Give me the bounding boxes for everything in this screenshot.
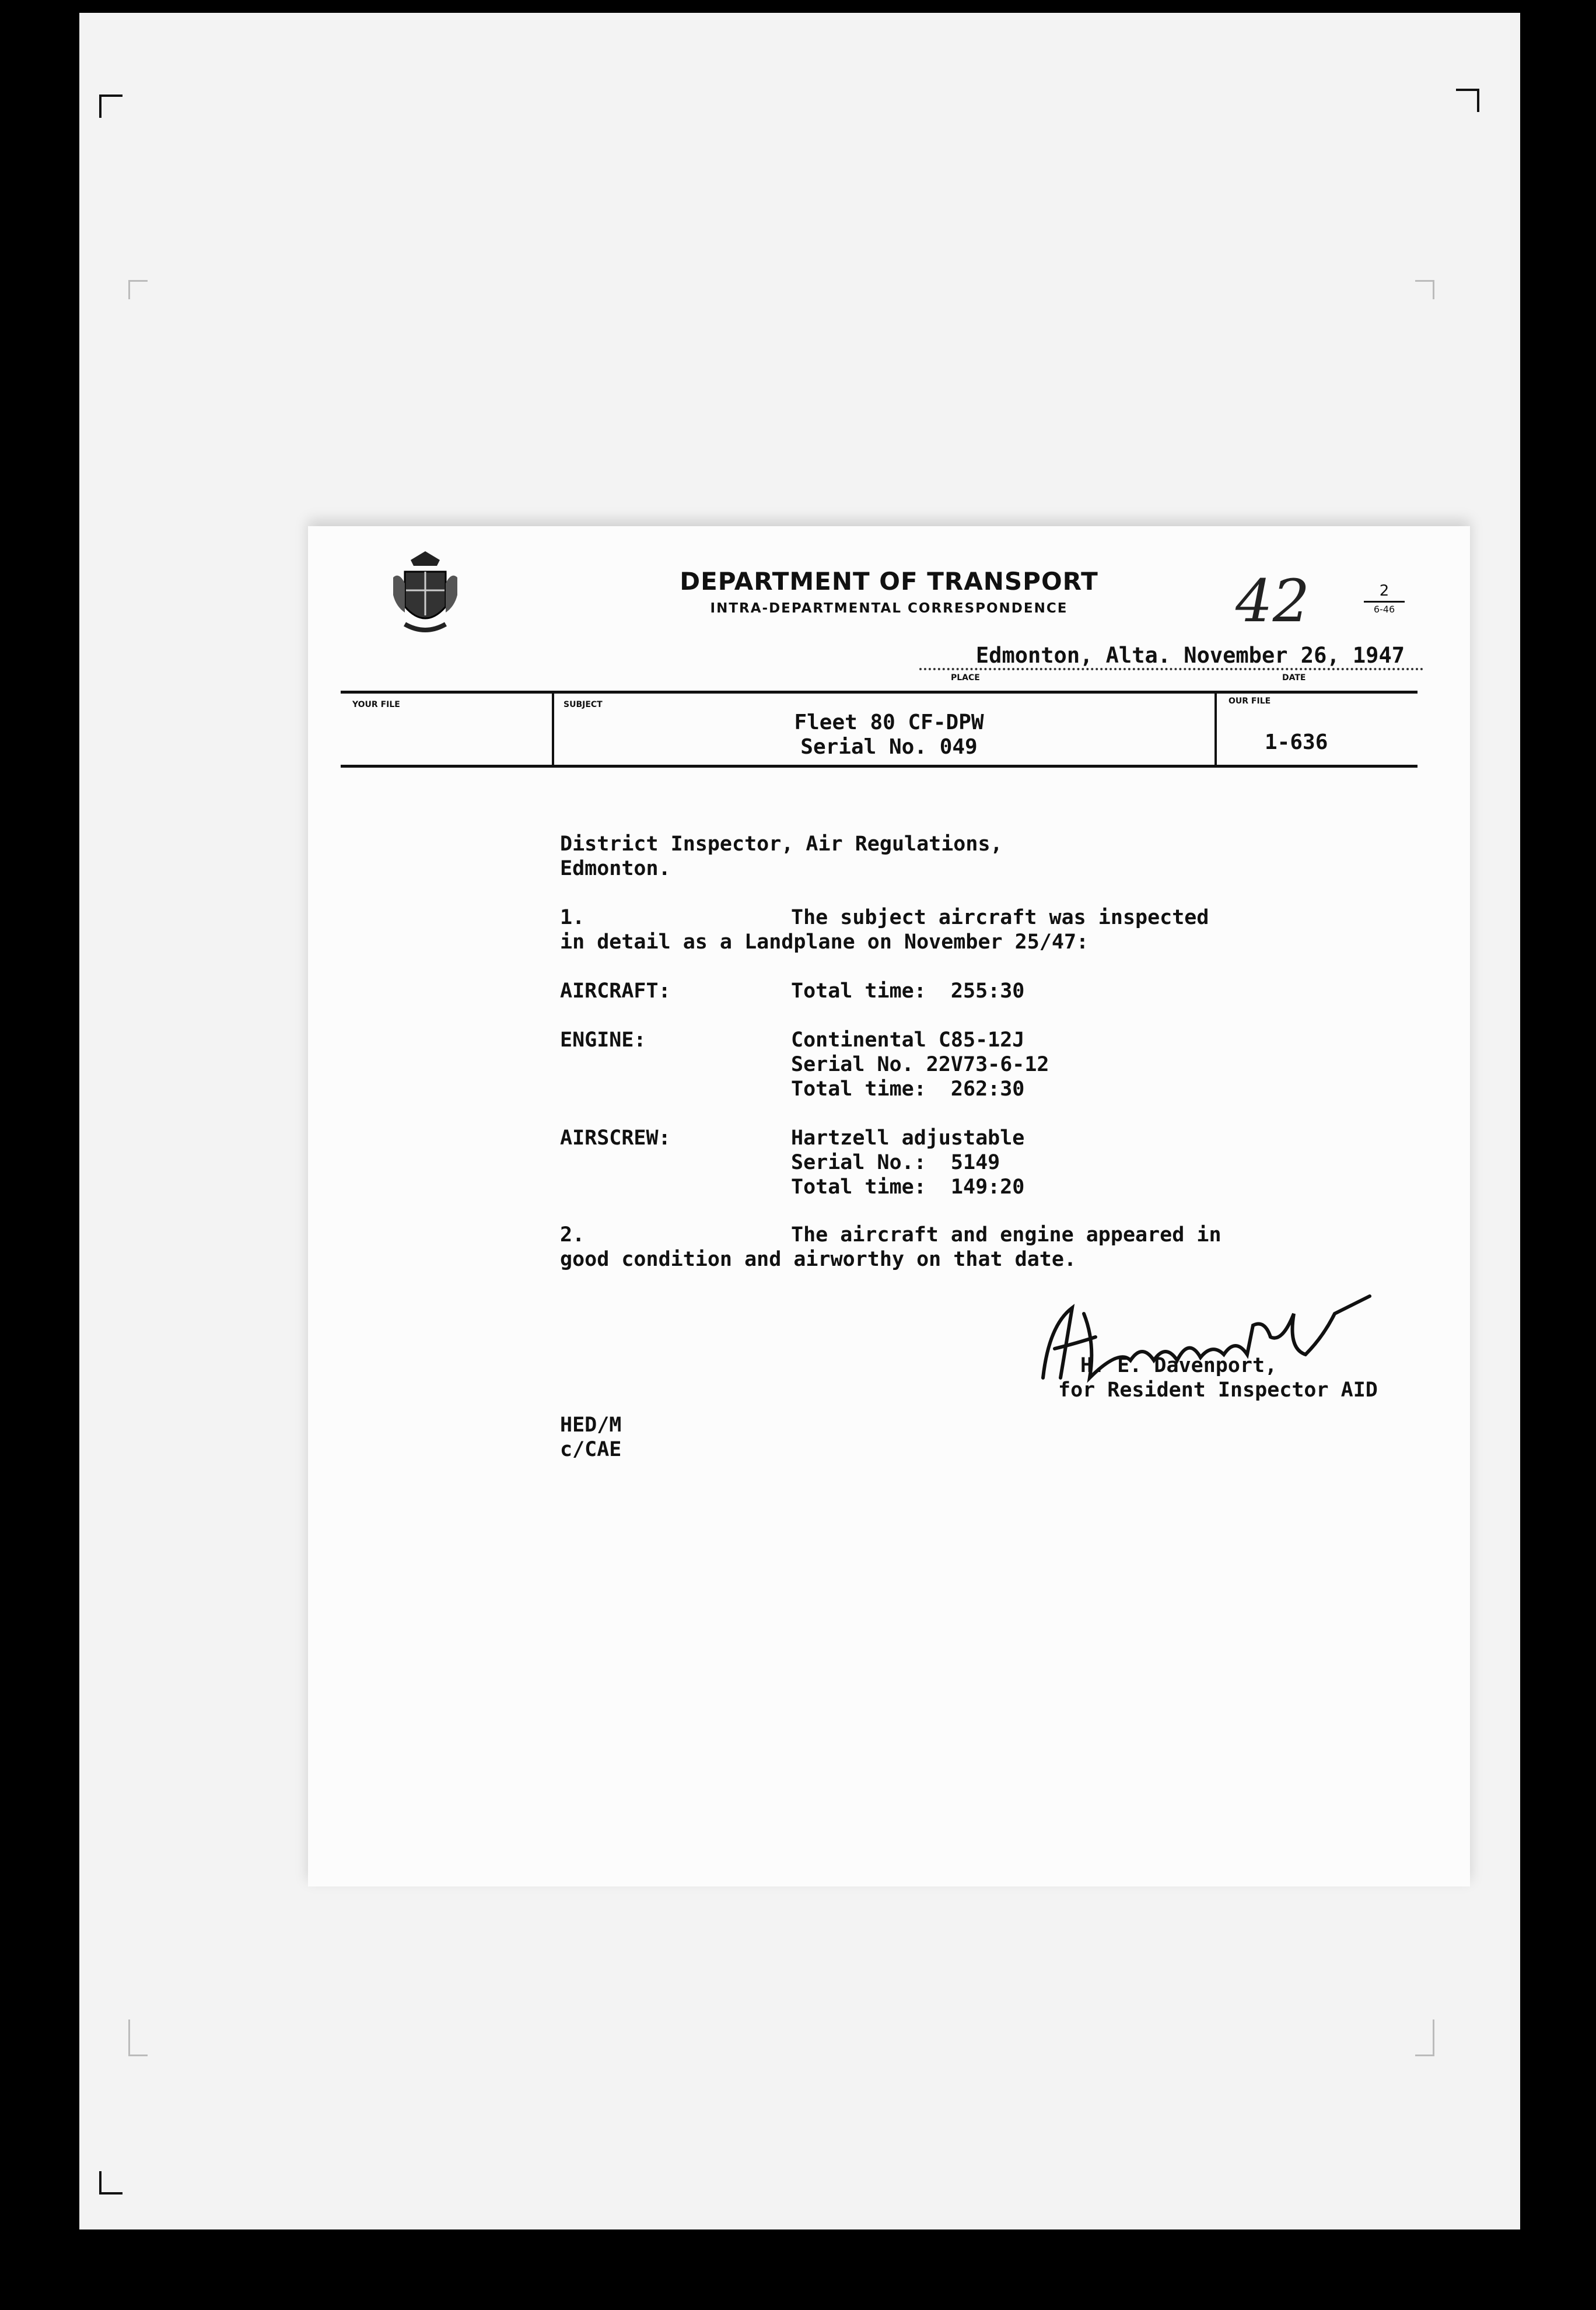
- subject-line-1: Fleet 80 CF-DPW: [794, 710, 984, 734]
- aircraft-total-time: Total time: 255:30: [791, 979, 1025, 1003]
- department-subtitle: INTRA-DEPARTMENTAL CORRESPONDENCE: [710, 601, 1068, 616]
- para2-line-1: The aircraft and engine appeared in: [791, 1223, 1222, 1247]
- airscrew-total-time: Total time: 149:20: [791, 1175, 1025, 1199]
- header-rule-top: [341, 691, 1418, 694]
- memo-letter: [308, 526, 1470, 1887]
- your-file-label: YOUR FILE: [352, 700, 400, 709]
- airscrew-model: Hartzell adjustable: [791, 1126, 1025, 1150]
- form-number-top: 2: [1379, 582, 1390, 600]
- form-number: [1364, 582, 1405, 615]
- place-date: Edmonton, Alta. November 26, 1947: [919, 643, 1423, 670]
- coat-of-arms-icon: [387, 548, 463, 648]
- signature-name: H. E. Davenport,: [1080, 1354, 1278, 1377]
- header-rule-bottom: [341, 765, 1418, 768]
- crop-mark-bottom-left: [99, 2171, 123, 2194]
- para1-line-2: in detail as a Landplane on November 25/47:: [560, 930, 1089, 954]
- subject-line-2: Serial No. 049: [800, 735, 978, 759]
- addressee-line-2: Edmonton.: [560, 857, 671, 880]
- our-file-value: 1-636: [1265, 730, 1328, 754]
- aircraft-label: AIRCRAFT:: [560, 979, 671, 1003]
- our-file-label: OUR FILE: [1228, 696, 1271, 706]
- crop-mark-low-left: [128, 2020, 148, 2056]
- addressee-line-1: District Inspector, Air Regulations,: [560, 832, 1003, 856]
- crop-mark-mid-left: [128, 280, 148, 299]
- signature-title: for Resident Inspector AID: [1058, 1378, 1378, 1402]
- para2-line-2: good condition and airworthy on that date.: [560, 1248, 1077, 1271]
- handwritten-number: 42: [1236, 567, 1310, 635]
- airscrew-label: AIRSCREW:: [560, 1126, 671, 1150]
- crop-mark-top-left: [99, 94, 123, 118]
- engine-label: ENGINE:: [560, 1028, 646, 1052]
- reference-initials: HED/M: [560, 1413, 622, 1437]
- crop-mark-mid-right: [1415, 280, 1434, 299]
- para1-line-1: The subject aircraft was inspected: [791, 906, 1209, 929]
- place-label: PLACE: [951, 673, 980, 682]
- engine-total-time: Total time: 262:30: [791, 1077, 1025, 1101]
- para1-number: 1.: [560, 906, 585, 929]
- subject-label: SUBJECT: [564, 700, 603, 709]
- engine-serial: Serial No. 22V73-6-12: [791, 1053, 1049, 1076]
- form-number-divider: [1364, 601, 1405, 603]
- crop-mark-top-right: [1456, 89, 1479, 112]
- date-label: DATE: [1282, 673, 1306, 682]
- form-number-bottom: 6-46: [1373, 604, 1395, 615]
- crop-mark-low-right: [1415, 2020, 1434, 2056]
- engine-model: Continental C85-12J: [791, 1028, 1025, 1052]
- copy-to: c/CAE: [560, 1438, 622, 1461]
- department-title: DEPARTMENT OF TRANSPORT: [680, 567, 1098, 596]
- airscrew-serial: Serial No.: 5149: [791, 1151, 1000, 1174]
- para2-number: 2.: [560, 1223, 585, 1247]
